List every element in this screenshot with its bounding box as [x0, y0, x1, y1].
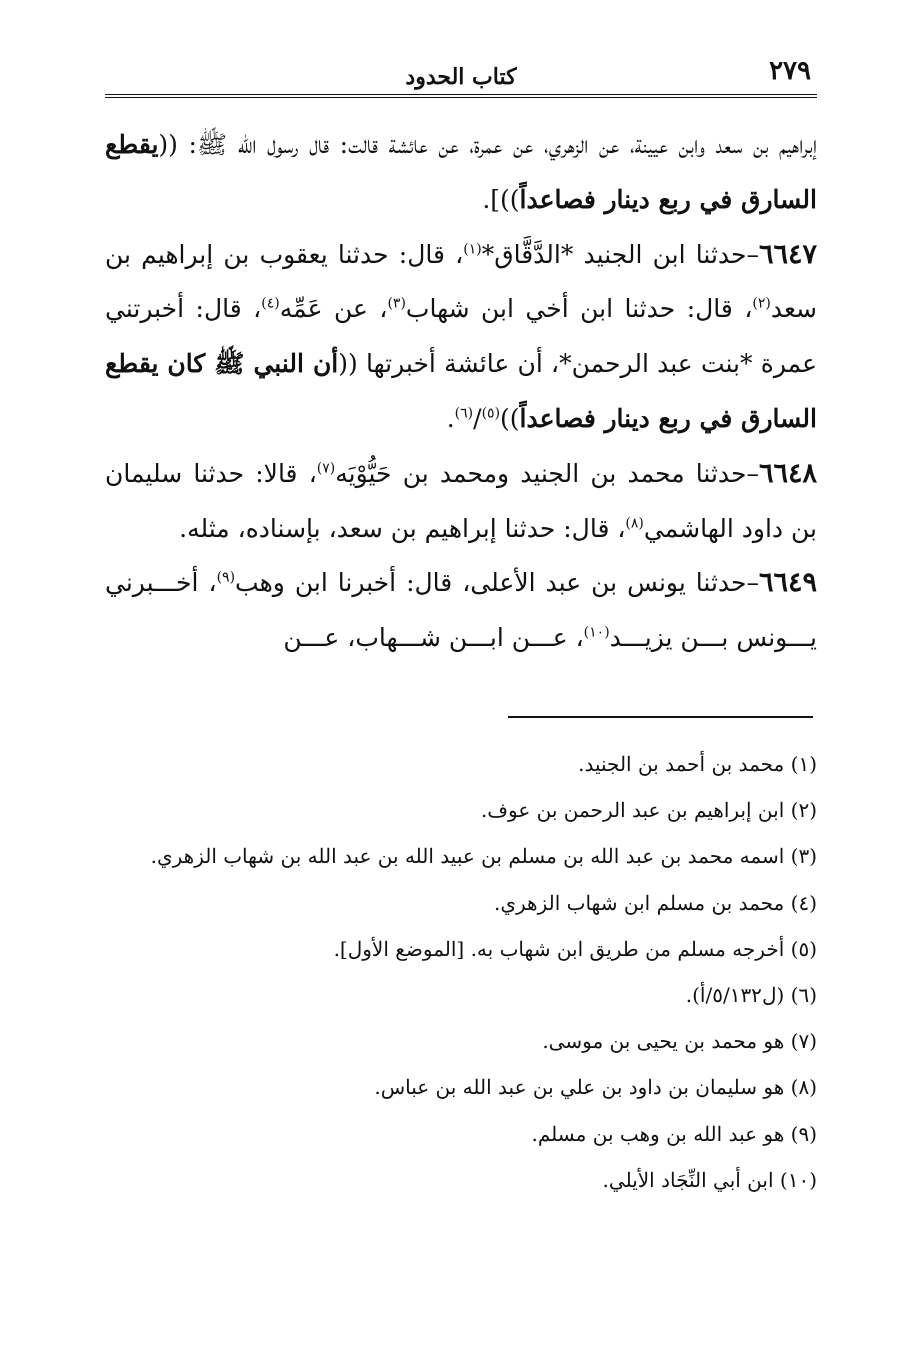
hadith-number: ٦٦٤٩ [758, 567, 817, 599]
footnotes [105, 741, 817, 1203]
footnote-6: (٦) (ل٥/١٣٢/أ). [685, 983, 817, 1008]
footnote-1: (١) محمد بن أحمد بن الجنيد. [578, 752, 817, 776]
footnote-ref: (٤) [261, 296, 280, 313]
hadith-number: ٦٦٤٨ [758, 457, 817, 489]
footnote-9: (٩) هو عبد الله بن وهب بن مسلم. [531, 1121, 817, 1146]
footnote-8: (٨) هو سليمان بن داود بن علي بن عبد الله بن عباس. [374, 1075, 817, 1100]
footnote-ref: (٨) [625, 515, 644, 532]
page-header [105, 56, 817, 98]
hadith-number: ٦٦٤٧ [758, 238, 817, 270]
footnote-ref: (٣) [387, 296, 406, 313]
footnote-10: (١٠) ابن أبي النِّجَاد الأيلي. [602, 1167, 817, 1192]
hadith-6648: ٦٦٤٨–حدثنا محمد بن الجنيد ومحمد بن حَيُّوْيَه$^{(٧)}$، قالا: حدثنا سليمان بن داود الهاشمي$^{(٨)}$، قال: حدثنا إبراهيم بن سعد، بإسناده، مثله. [105, 457, 817, 543]
footnote-ref: (٢) [752, 296, 771, 313]
hadith-6649: ٦٦٤٩–حدثنا يونس بن عبد الأعلى، قال: أخبرنا ابن وهب$^{(٩)}$، أخـــبرني يـــونس بـــن يزيـــد$^{(١٠)}$، عـــن ابـــن شـــهاب، عـــن [105, 567, 817, 653]
footnote-ref: (٦) [454, 405, 474, 422]
book-title: كتاب الحدود [405, 64, 517, 90]
paragraph-continuation: إبراهيم بن سعد وابن عيينة، عن الزهري، عن عمرة، عن عائشة قالت: قال رسول الله ﷺ: ((يقطع السارق في ربع دينار فصاعداً))]. [105, 130, 817, 214]
footnote-ref: (٧) [316, 460, 336, 477]
footnote-ref: (١) [463, 241, 482, 258]
footnote-5: (٥) أخرجه مسلم من طريق ابن شهاب به. [الموضع الأول]. [333, 936, 817, 961]
main-text [105, 118, 817, 666]
hadith-text: يقطع السارق في ربع دينار فصاعداً [105, 130, 817, 214]
page-number: ٢٧٩ [769, 56, 811, 86]
footnote-separator [508, 716, 813, 718]
footnote-2: (٢) ابن إبراهيم بن عبد الرحمن بن عوف. [480, 798, 817, 823]
footnote-7: (٧) هو محمد بن يحيى بن موسى. [542, 1029, 817, 1054]
footnote-4: (٤) محمد بن مسلم ابن شهاب الزهري. [494, 890, 817, 915]
footnote-ref: (٥) [481, 405, 501, 422]
hadith-text: أن النبي ﷺ كان يقطع السارق في ربع دينار فصاعداً [105, 349, 817, 433]
hadith-6647: ٦٦٤٧–حدثنا ابن الجنيد *الدَّقَّاق*$^{(١)}$، قال: حدثنا يعقوب بن إبراهيم بن سعد$^{(٢)}$، قال: حدثنا ابن أخي ابن شهاب$^{(٣)}$، عن عَمِّه$^{(٤)}$، قال: أخبرتني عمرة *بنت عبد الرحمن*، أن عائشة أخبرتها ((أن النبي ﷺ كان يقطع السارق في ربع دينار فصاعداً))$^{(٥)}$/$^{(٦)}$. [105, 238, 818, 433]
footnote-3: (٣) اسمه محمد بن عبد الله بن مسلم بن عبيد الله بن عبد الله بن شهاب الزهري. [150, 844, 817, 869]
footnote-ref: (٩) [216, 570, 236, 587]
footnote-ref: (١٠) [583, 624, 610, 641]
